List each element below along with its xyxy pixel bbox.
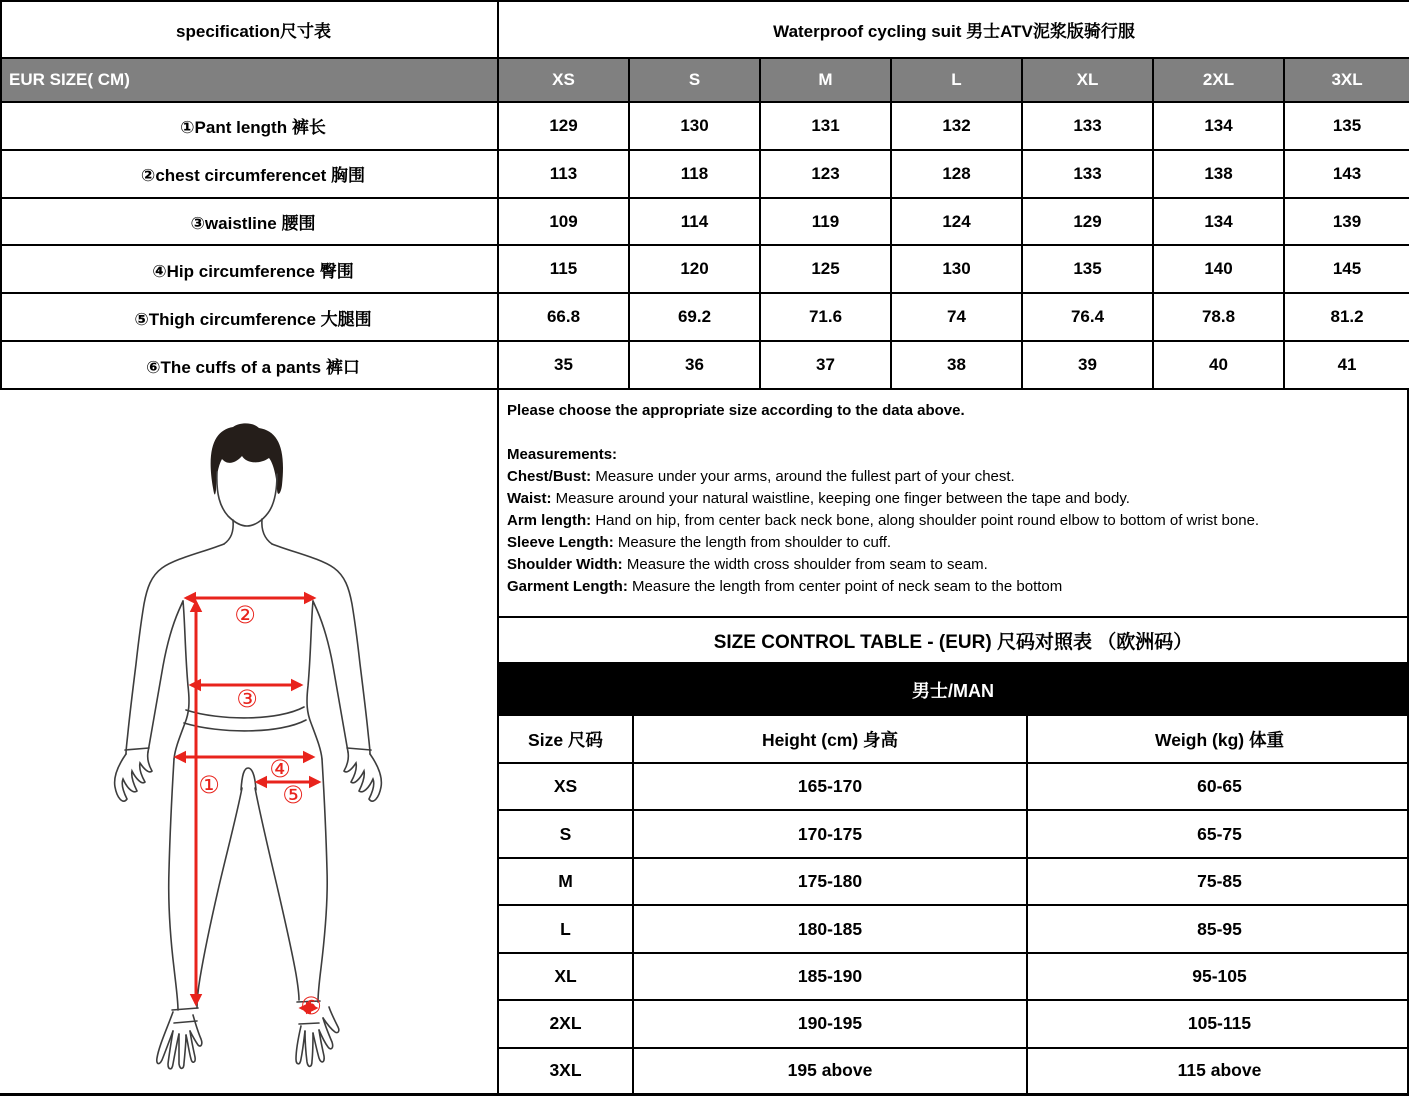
column-header-height: Height (cm) 身高: [633, 716, 1027, 763]
height-cell: 180-185: [633, 905, 1027, 952]
body-measurement-figure: [0, 390, 497, 1096]
spec-value: 128: [891, 150, 1022, 198]
weight-cell: 105-115: [1027, 1000, 1409, 1047]
human-outline-drawing: [0, 390, 497, 1096]
spec-value: 133: [1022, 102, 1153, 150]
weight-cell: 65-75: [1027, 810, 1409, 857]
size-header: XL: [1022, 58, 1153, 102]
spec-value: 145: [1284, 245, 1409, 293]
spec-value: 69.2: [629, 293, 760, 341]
spec-value: 143: [1284, 150, 1409, 198]
spec-value: 134: [1153, 198, 1284, 246]
notes-intro: Please choose the appropriate size according to the data above.: [507, 402, 965, 419]
spec-value: 118: [629, 150, 760, 198]
page-title: specification尺寸表: [1, 1, 498, 58]
note-line: [507, 488, 1397, 510]
size-control-header-row: [499, 716, 1409, 763]
note-text: Measure the length from shoulder to cuff.: [613, 534, 892, 551]
size-header: S: [629, 58, 760, 102]
spec-value: 133: [1022, 150, 1153, 198]
spec-value: 76.4: [1022, 293, 1153, 341]
figure-annotation-2: ②: [234, 601, 256, 629]
note-line: [507, 554, 1397, 576]
weight-cell: 95-105: [1027, 953, 1409, 1000]
spec-value: 113: [498, 150, 629, 198]
table-row: [1, 198, 1409, 246]
spec-value: 135: [1022, 245, 1153, 293]
size-cell: XL: [499, 953, 633, 1000]
size-control-table: [499, 716, 1409, 1093]
height-cell: 165-170: [633, 763, 1027, 810]
column-header-size: Size 尺码: [499, 716, 633, 763]
spec-table: [0, 0, 1409, 390]
spec-value: 35: [498, 341, 629, 389]
spec-value: 132: [891, 102, 1022, 150]
table-row: [499, 953, 1409, 1000]
table-row: [1, 293, 1409, 341]
measure-label: ⑥The cuffs of a pants 裤口: [1, 341, 498, 389]
figure-annotation-6: ⑥: [300, 992, 322, 1020]
size-cell: 3XL: [499, 1048, 633, 1093]
table-row: [499, 1048, 1409, 1093]
height-cell: 190-195: [633, 1000, 1027, 1047]
spec-value: 129: [1022, 198, 1153, 246]
spec-value: 119: [760, 198, 891, 246]
measurement-notes: [499, 390, 1407, 618]
note-label: Sleeve Length:: [507, 534, 614, 551]
measure-label: ③waistline 腰围: [1, 198, 498, 246]
table-row: [499, 763, 1409, 810]
spec-value: 139: [1284, 198, 1409, 246]
size-header: XS: [498, 58, 629, 102]
spec-value: 138: [1153, 150, 1284, 198]
height-cell: 170-175: [633, 810, 1027, 857]
size-cell: M: [499, 858, 633, 905]
spec-value: 125: [760, 245, 891, 293]
note-line: [507, 510, 1397, 532]
size-cell: 2XL: [499, 1000, 633, 1047]
spec-value: 115: [498, 245, 629, 293]
measure-label: ⑤Thigh circumference 大腿围: [1, 293, 498, 341]
table-row: [499, 905, 1409, 952]
weight-cell: 115 above: [1027, 1048, 1409, 1093]
measure-label: ②chest circumferencet 胸围: [1, 150, 498, 198]
height-cell: 175-180: [633, 858, 1027, 905]
spec-value: 120: [629, 245, 760, 293]
spec-value: 135: [1284, 102, 1409, 150]
spec-value: 134: [1153, 102, 1284, 150]
note-line: [507, 576, 1397, 598]
note-text: Measure the length from center point of neck seam to the bottom: [627, 578, 1063, 595]
note-text: Measure around your natural waistline, keeping one finger between the tape and body.: [551, 490, 1130, 507]
height-cell: 195 above: [633, 1048, 1027, 1093]
size-cell: L: [499, 905, 633, 952]
figure-annotation-5: ⑤: [282, 781, 304, 809]
height-cell: 185-190: [633, 953, 1027, 1000]
table-row: [1, 102, 1409, 150]
note-label: Arm length:: [507, 512, 592, 529]
spec-value: 81.2: [1284, 293, 1409, 341]
table-row: [1, 245, 1409, 293]
size-header: L: [891, 58, 1022, 102]
gender-group-header: 男士/MAN: [499, 664, 1407, 716]
spec-value: 78.8: [1153, 293, 1284, 341]
table-row: [1, 150, 1409, 198]
spec-value: 37: [760, 341, 891, 389]
spec-corner-header: EUR SIZE( CM): [1, 58, 498, 102]
figure-annotation-1: ①: [198, 771, 220, 799]
spec-value: 36: [629, 341, 760, 389]
spec-value: 74: [891, 293, 1022, 341]
right-panel: [497, 390, 1409, 1096]
note-text: Measure the width cross shoulder from seam to seam.: [622, 556, 988, 573]
spec-value: 41: [1284, 341, 1409, 389]
spec-value: 140: [1153, 245, 1284, 293]
measure-label: ①Pant length 裤长: [1, 102, 498, 150]
product-title: Waterproof cycling suit 男士ATV泥浆版骑行服: [498, 1, 1409, 58]
spec-value: 109: [498, 198, 629, 246]
weight-cell: 85-95: [1027, 905, 1409, 952]
note-text: Hand on hip, from center back neck bone, along shoulder point round elbow to bottom of wrist bone.: [591, 512, 1260, 529]
note-text: Measure under your arms, around the fullest part of your chest.: [591, 468, 1015, 485]
size-cell: S: [499, 810, 633, 857]
table-row: [499, 1000, 1409, 1047]
column-header-weight: Weigh (kg) 体重: [1027, 716, 1409, 763]
figure-annotation-4: ④: [269, 755, 291, 783]
size-header: 3XL: [1284, 58, 1409, 102]
size-header: M: [760, 58, 891, 102]
table-row: [1, 341, 1409, 389]
weight-cell: 60-65: [1027, 763, 1409, 810]
table-row: [499, 810, 1409, 857]
spec-value: 130: [629, 102, 760, 150]
size-header: 2XL: [1153, 58, 1284, 102]
note-label: Chest/Bust:: [507, 468, 592, 485]
size-control-table-title: SIZE CONTROL TABLE - (EUR) 尺码对照表 （欧洲码）: [499, 618, 1407, 664]
spec-value: 66.8: [498, 293, 629, 341]
measure-label: ④Hip circumference 臀围: [1, 245, 498, 293]
spec-value: 123: [760, 150, 891, 198]
spec-value: 114: [629, 198, 760, 246]
notes-heading: Measurements:: [507, 446, 618, 463]
weight-cell: 75-85: [1027, 858, 1409, 905]
note-line: [507, 532, 1397, 554]
figure-annotation-3: ③: [236, 685, 258, 713]
spec-value: 131: [760, 102, 891, 150]
spec-value: 130: [891, 245, 1022, 293]
spec-value: 124: [891, 198, 1022, 246]
note-line: [507, 466, 1397, 488]
note-label: Shoulder Width:: [507, 556, 623, 573]
note-label: Waist:: [507, 490, 552, 507]
spec-value: 38: [891, 341, 1022, 389]
spec-value: 39: [1022, 341, 1153, 389]
note-label: Garment Length:: [507, 578, 628, 595]
spec-value: 40: [1153, 341, 1284, 389]
spec-value: 71.6: [760, 293, 891, 341]
table-row: [499, 858, 1409, 905]
spec-value: 129: [498, 102, 629, 150]
size-cell: XS: [499, 763, 633, 810]
